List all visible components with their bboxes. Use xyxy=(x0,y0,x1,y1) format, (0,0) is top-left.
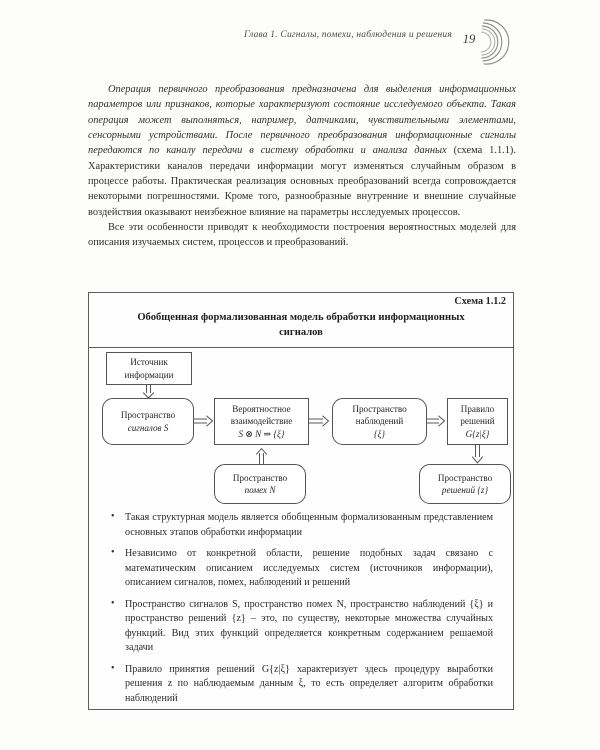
arrow-observation-space-to-decision-rule xyxy=(427,414,448,430)
arrow-source-to-signal-space xyxy=(141,384,157,400)
arrow-signal-space-to-interaction xyxy=(194,414,216,430)
paragraph-primary-transform xyxy=(88,82,516,220)
scheme-bullet-section xyxy=(89,511,513,706)
node-observation-space xyxy=(332,398,427,445)
scheme-title-line-1: Обобщенная формализованная модель обработки xyxy=(137,312,376,323)
node-signal-space-line-1: Пространство xyxy=(120,410,176,421)
node-signal-space-line-2: сигналов S xyxy=(127,422,169,433)
page-folio xyxy=(452,19,512,65)
node-probabilistic-interaction-line-1: Вероятностное xyxy=(232,403,291,414)
page-number: 19 xyxy=(462,32,476,46)
node-decision-rule-line-1: Правило xyxy=(460,403,495,414)
node-noise-space-line-1: Пространство xyxy=(232,472,288,483)
list-item: • Независимо от конкретной области, решение подобных задач связано с математическим описанием исследуемых систем (источников информации), описанием сигналов, помех, наблюдений и решений xyxy=(125,547,499,591)
node-decision-rule-formula: G{z|ξ} xyxy=(465,428,490,439)
node-probabilistic-interaction-line-2: взаимодействие xyxy=(230,416,293,427)
node-observation-space-line-2: наблюдений xyxy=(355,416,404,427)
list-item: • Правило принятия решений G{z|ξ} характеризует здесь процедуру выработки решения z по наблюдаемым данным ξ, то есть определяет алгоритм обработки наблюдений xyxy=(125,663,499,707)
node-information-source xyxy=(106,352,192,385)
node-probabilistic-interaction xyxy=(214,398,309,445)
scheme-title-line-2: информационных сигналов xyxy=(279,312,465,338)
running-head xyxy=(0,28,600,54)
node-noise-space xyxy=(214,464,306,504)
body-text-column xyxy=(88,82,516,251)
scheme-number: Схема 1.1.2 xyxy=(454,296,506,307)
node-decision-space-line-1: Пространство xyxy=(437,472,493,483)
node-observation-space-line-1: Пространство xyxy=(352,403,407,414)
scheme-box xyxy=(88,292,514,710)
list-item: • Такая структурная модель является обобщенным формализованным представлением основных этапов обработки информации xyxy=(125,511,499,540)
node-noise-space-line-2: помех N xyxy=(244,485,276,495)
node-information-source-line-2: информации xyxy=(124,369,174,380)
list-item: • Пространство сигналов S, пространство помех N, пространство наблюдений {ξ} и пространство решений {z} – это, по существу, некоторые множества случайных функций. Вид этих функций определяется конкретным содержанием решаемой задачи xyxy=(125,598,499,656)
paragraph-roman-span: (схема 1.1.1). Характеристики каналов передачи информации могут изменяться случайным образом в процессе работы. Практическая реализация основных преобразований всегда сопровождается некоторыми погрешностями. Кроме того, разнообразные внутренние и внешние случайные воздействия оказывают неизбежное влияние на параметры исследуемых процессов. xyxy=(88,145,516,218)
arrow-decision-rule-to-decision-space xyxy=(470,445,486,465)
scheme-title xyxy=(89,310,513,340)
paragraph-italic-span: Операция первичного преобразования предназначена для выделения информационных параметров или признаков, которые характеризуют состояние исследуемого объекта. Такая операция может выполняться, например, датчиками, чувствительными элементами, сенсорными устройствами. После первичного преобразования информационные сигналы передаются по каналу передачи в систему обработки и анализа данных xyxy=(88,84,516,157)
flow-diagram xyxy=(89,348,513,510)
scheme-bullet-list xyxy=(99,511,499,706)
node-observation-space-symbol: {ξ} xyxy=(373,428,386,439)
node-probabilistic-interaction-formula: S ⊗ N ⇒ {ξ} xyxy=(238,428,285,439)
node-decision-rule xyxy=(447,398,508,445)
arrow-noise-space-to-interaction xyxy=(254,447,270,465)
scheme-header xyxy=(89,293,513,348)
arrow-interaction-to-observation-space xyxy=(309,414,333,430)
node-decision-space xyxy=(419,464,511,504)
node-signal-space xyxy=(102,398,194,445)
paragraph-probabilistic-models: Все эти особенности приводят к необходимости построения вероятностных моделей для описания изучаемых систем, процессов и преобразований. xyxy=(88,222,516,249)
node-decision-space-line-2: решений {z} xyxy=(441,485,489,495)
node-information-source-line-1: Источник xyxy=(130,357,168,368)
chapter-running-title: Глава 1. Сигналы, помехи, наблюдения и решения xyxy=(244,30,452,40)
node-decision-rule-line-2: решений xyxy=(460,416,495,427)
